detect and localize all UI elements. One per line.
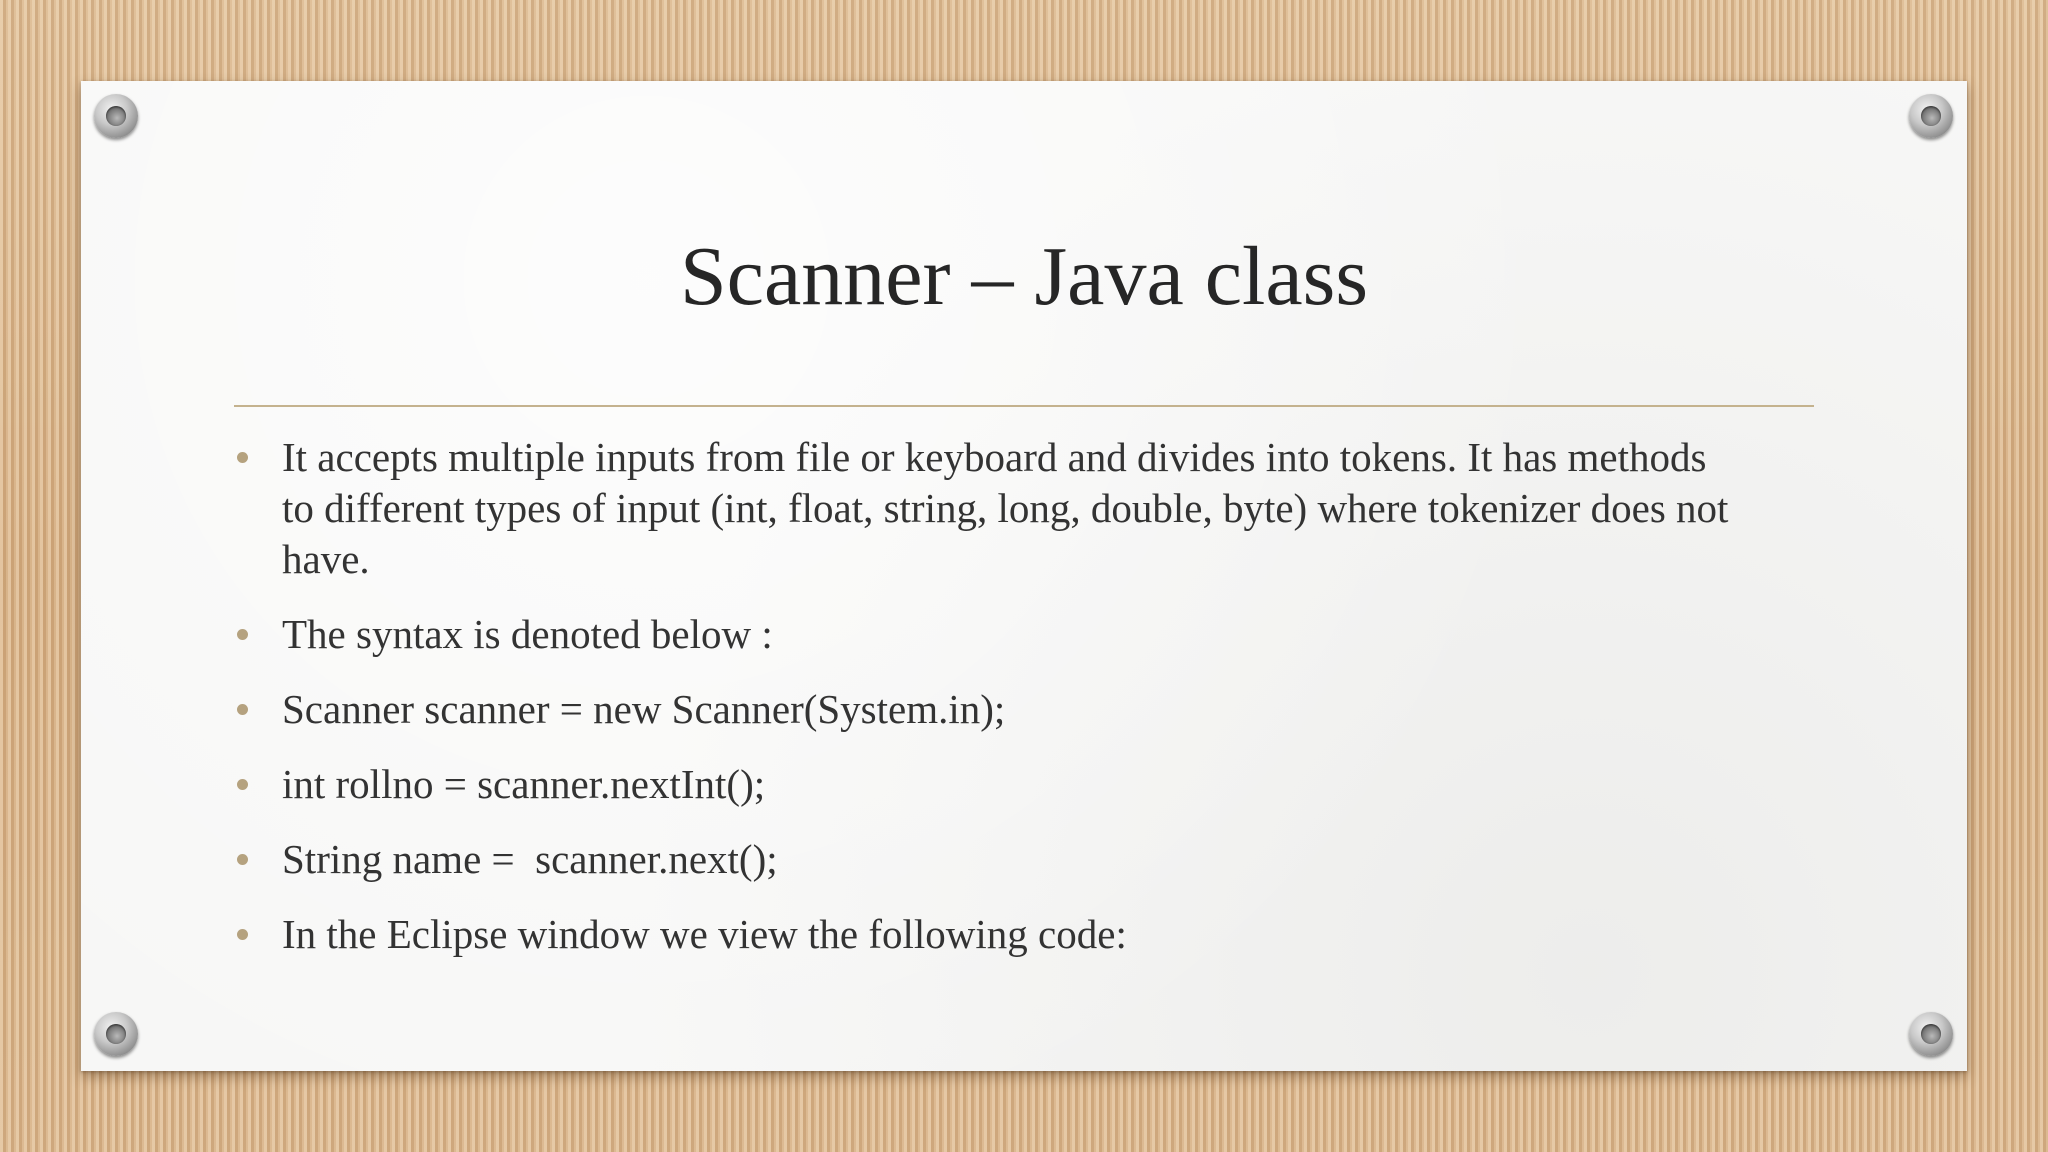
bullet-dot-icon — [237, 452, 248, 463]
bullet-item — [234, 432, 1734, 585]
bullet-dot-icon — [237, 629, 248, 640]
title-divider — [234, 405, 1814, 407]
grommet-icon — [94, 1012, 138, 1056]
bullet-list — [234, 432, 1734, 984]
bullet-item — [234, 834, 1734, 885]
grommet-icon — [1909, 94, 1953, 138]
slide-title: Scanner – Java class — [679, 230, 1369, 323]
grommet-icon — [1909, 1012, 1953, 1056]
bullet-text: int rollno = scanner.nextInt(); — [282, 761, 766, 807]
grommet-icon — [94, 94, 138, 138]
bullet-item — [234, 909, 1734, 960]
bullet-item — [234, 684, 1734, 735]
bullet-text: The syntax is denoted below : — [282, 611, 773, 657]
bullet-dot-icon — [237, 854, 248, 865]
bullet-text: In the Eclipse window we view the following code: — [282, 911, 1127, 957]
bullet-text: It accepts multiple inputs from file or keyboard and divides into tokens. It has methods to different types of input (int, float, string, long, double, byte) where tokenizer does not have. — [282, 434, 1729, 582]
bullet-text: String name = scanner.next(); — [282, 836, 778, 882]
bullet-item — [234, 759, 1734, 810]
bullet-item — [234, 609, 1734, 660]
bullet-dot-icon — [237, 779, 248, 790]
bullet-dot-icon — [237, 929, 248, 940]
bullet-text: Scanner scanner = new Scanner(System.in); — [282, 686, 1006, 732]
bullet-dot-icon — [237, 704, 248, 715]
